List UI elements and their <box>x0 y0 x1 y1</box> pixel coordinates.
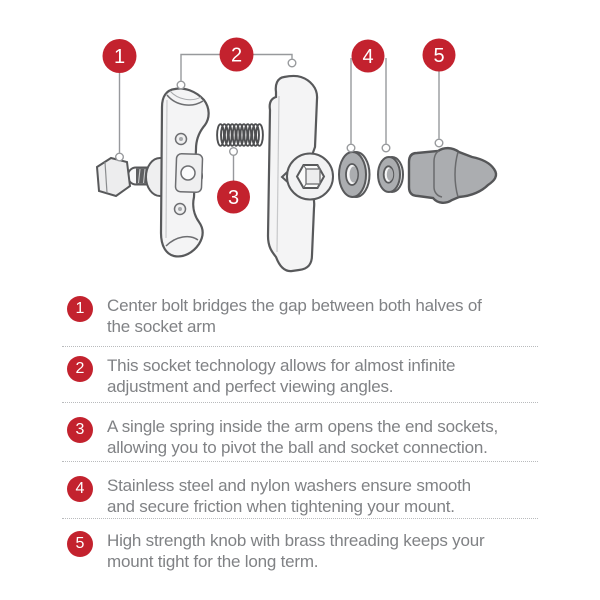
legend-text-5-line-2: mount tight for the long term. <box>107 552 319 571</box>
legend <box>62 293 538 576</box>
callout-1-number: 1 <box>113 46 126 68</box>
callout-1 <box>103 39 137 73</box>
legend-text-1-line-2: the socket arm <box>107 317 216 336</box>
knob-illustration <box>409 148 496 203</box>
legend-text-2-line-2: adjustment and perfect viewing angles. <box>107 377 394 396</box>
pointer-dot-2a <box>177 81 185 89</box>
legend-text-3 <box>107 416 498 458</box>
arm-top-screw-center <box>179 137 183 141</box>
legend-text-4-line-2: and secure friction when tightening your mount. <box>107 497 455 516</box>
legend-text-1 <box>107 295 482 337</box>
legend-text-5-line-1: High strength knob with brass threading keeps your <box>107 531 485 550</box>
legend-text-1-line-1: Center bolt bridges the gap between both halves of <box>107 296 482 315</box>
legend-text-3-line-1: A single spring inside the arm opens the end sockets, <box>107 417 499 436</box>
spring-illustration <box>217 124 263 146</box>
callout-2-number: 2 <box>230 44 243 67</box>
socket-arm-right-half-illustration <box>268 76 333 271</box>
socket-arm-left-half-illustration <box>146 88 209 256</box>
legend-text-4 <box>107 475 471 517</box>
legend-text-2 <box>107 355 455 397</box>
legend-badge-1: 1 <box>67 296 93 322</box>
exploded-diagram <box>0 0 600 290</box>
callout-5 <box>423 39 456 72</box>
legend-text-2-line-1: This socket technology allows for almost infinite <box>107 356 456 375</box>
pointer-dot-4b <box>382 144 390 152</box>
pointer-dot-2b <box>288 59 296 67</box>
callout-3 <box>217 181 250 214</box>
pointer-dot-5 <box>435 139 443 147</box>
legend-item-3 <box>62 402 538 461</box>
callout-5-number: 5 <box>433 45 445 67</box>
arm-bottom-screw-center <box>178 207 182 211</box>
hex-socket-recess <box>306 169 320 184</box>
legend-badge-4: 4 <box>67 476 93 502</box>
arm-center-hole <box>181 166 195 180</box>
pointer-dot-1 <box>116 153 124 161</box>
steel-washer-illustration <box>339 152 370 197</box>
callout-2 <box>220 38 254 72</box>
legend-item-5 <box>62 518 538 576</box>
callout-4 <box>352 40 385 73</box>
legend-text-5 <box>107 530 484 572</box>
legend-item-4 <box>62 461 538 518</box>
nylon-washer-hole-inner <box>387 168 393 180</box>
nylon-washer-illustration <box>378 157 403 192</box>
pointer-dot-3 <box>230 148 238 156</box>
knob-body <box>409 148 496 203</box>
steel-washer-hole-inner <box>350 167 358 183</box>
bolt-hex-head <box>97 158 130 196</box>
legend-text-3-line-2: allowing you to pivot the ball and socket connection. <box>107 438 488 457</box>
legend-badge-5: 5 <box>67 531 93 557</box>
legend-badge-3: 3 <box>67 417 93 443</box>
callout-4-number: 4 <box>362 46 374 68</box>
pointer-dot-4a <box>347 144 355 152</box>
callout-3-number: 3 <box>227 187 240 209</box>
legend-badge-2: 2 <box>67 356 93 382</box>
legend-item-2 <box>62 346 538 402</box>
legend-text-4-line-1: Stainless steel and nylon washers ensure smooth <box>107 476 471 495</box>
exploded-diagram-svg <box>0 0 600 290</box>
legend-item-1 <box>62 293 538 346</box>
